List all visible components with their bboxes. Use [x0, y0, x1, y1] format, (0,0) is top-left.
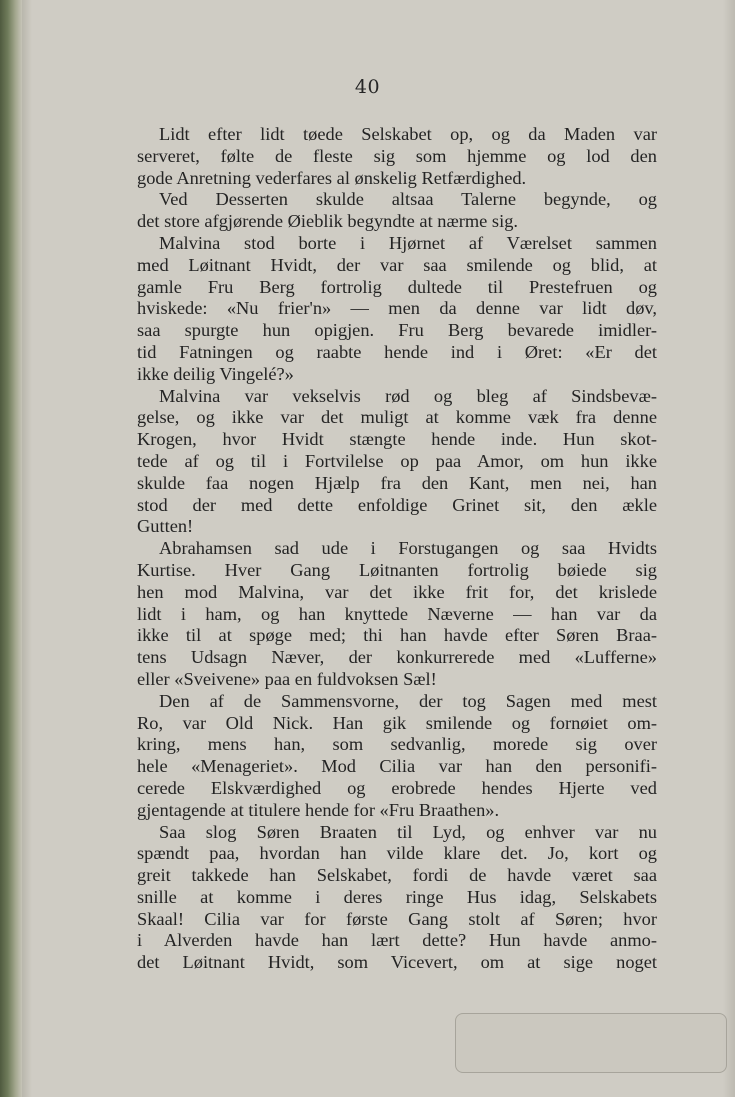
text-line: ikke deilig Vingelé?» [137, 363, 294, 384]
book-spine [0, 0, 22, 1097]
paper-stain [455, 1013, 727, 1073]
text-line: Lidt efter lidt tøede Selskabet op, og da Maden var [159, 124, 657, 144]
text-line: cerede Elskværdighed og erobrede hendes Hjerte ved [137, 777, 657, 798]
text-line: tid Fatningen og raabte hende ind i Øret: «Er det [137, 341, 657, 362]
text-line: gamle Fru Berg fortrolig dultede til Prestefruen og [137, 276, 657, 297]
text-line: det store afgjørende Øieblik begyndte at nærme sig. [137, 211, 518, 232]
text-line: Krogen, hvor Hvidt stængte hende inde. Hun skot- [137, 429, 657, 450]
text-line: serveret, følte de fleste sig som hjemme og lod den [137, 145, 657, 166]
text-line: Malvina var vekselvis rød og bleg af Sindsbevæ- [159, 385, 657, 406]
page-gutter [22, 0, 32, 1097]
text-line: hele «Menageriet». Mod Cilia var han den personifi- [137, 756, 657, 777]
text-line: Ved Desserten skulde altsaa Talerne begynde, og [159, 189, 657, 210]
text-line: tens Udsagn Næver, der konkurrerede med «Lufferne» [137, 647, 657, 668]
text-line: Gutten! [137, 516, 194, 537]
page-body-text [137, 124, 657, 974]
text-line: saa spurgte hun opigjen. Fru Berg bevarede imidler- [137, 320, 657, 341]
text-line: gelse, og ikke var det muligt at komme væk fra denne [137, 407, 657, 428]
text-line: Saa slog Søren Braaten til Lyd, og enhver var nu [159, 821, 657, 842]
text-line: hviskede: «Nu frier'n» — men da denne var lidt døv, [137, 298, 657, 319]
text-line: Ro, var Old Nick. Han gik smilende og fornøiet om- [137, 712, 657, 733]
text-line: kring, mens han, som sedvanlig, morede sig over [137, 734, 657, 755]
text-line: gode Anretning vederfares al ønskelig Retfærdighed. [137, 167, 527, 188]
page-edge [723, 0, 735, 1097]
text-line: Skaal! Cilia var for første Gang stolt af Søren; hvor [137, 908, 657, 929]
text-line: med Løitnant Hvidt, der var saa smilende og blid, at [137, 254, 657, 275]
text-line: Malvina stod borte i Hjørnet af Værelset sammen [159, 232, 657, 253]
text-line: lidt i ham, og han knyttede Næverne — han var da [137, 603, 657, 624]
text-line: gjentagende at titulere hende for «Fru Braathen». [137, 799, 500, 820]
text-line: eller «Sveivene» paa en fuldvoksen Sæl! [137, 668, 437, 689]
text-line: det Løitnant Hvidt, som Vicevert, om at sige noget [137, 952, 657, 973]
text-line: stod der med dette enfoldige Grinet sit, den ækle [137, 494, 657, 515]
text-line: Abrahamsen sad ude i Forstugangen og saa Hvidts [159, 538, 657, 559]
text-line: ikke til at spøge med; thi han havde efter Søren Braa- [137, 625, 657, 646]
text-line: Den af de Sammensvorne, der tog Sagen med mest [159, 690, 657, 711]
text-line: snille at komme i deres ringe Hus idag, Selskabets [137, 886, 657, 907]
text-line: i Alverden havde han lært dette? Hun havde anmo- [137, 930, 657, 951]
text-line: spændt paa, hvordan han vilde klare det. Jo, kort og [137, 843, 657, 864]
text-line: greit takkede han Selskabet, fordi de havde været saa [137, 865, 657, 886]
text-line: skulde faa nogen Hjælp fra den Kant, men nei, han [137, 472, 657, 493]
text-line: hen mod Malvina, var det ikke frit for, det krislede [137, 581, 657, 602]
text-line: Kurtise. Hver Gang Løitnanten fortrolig bøiede sig [137, 559, 657, 580]
page-number: 40 [354, 76, 381, 98]
text-line: tede af og til i Fortvilelse op paa Amor, om hun ikke [137, 450, 657, 471]
